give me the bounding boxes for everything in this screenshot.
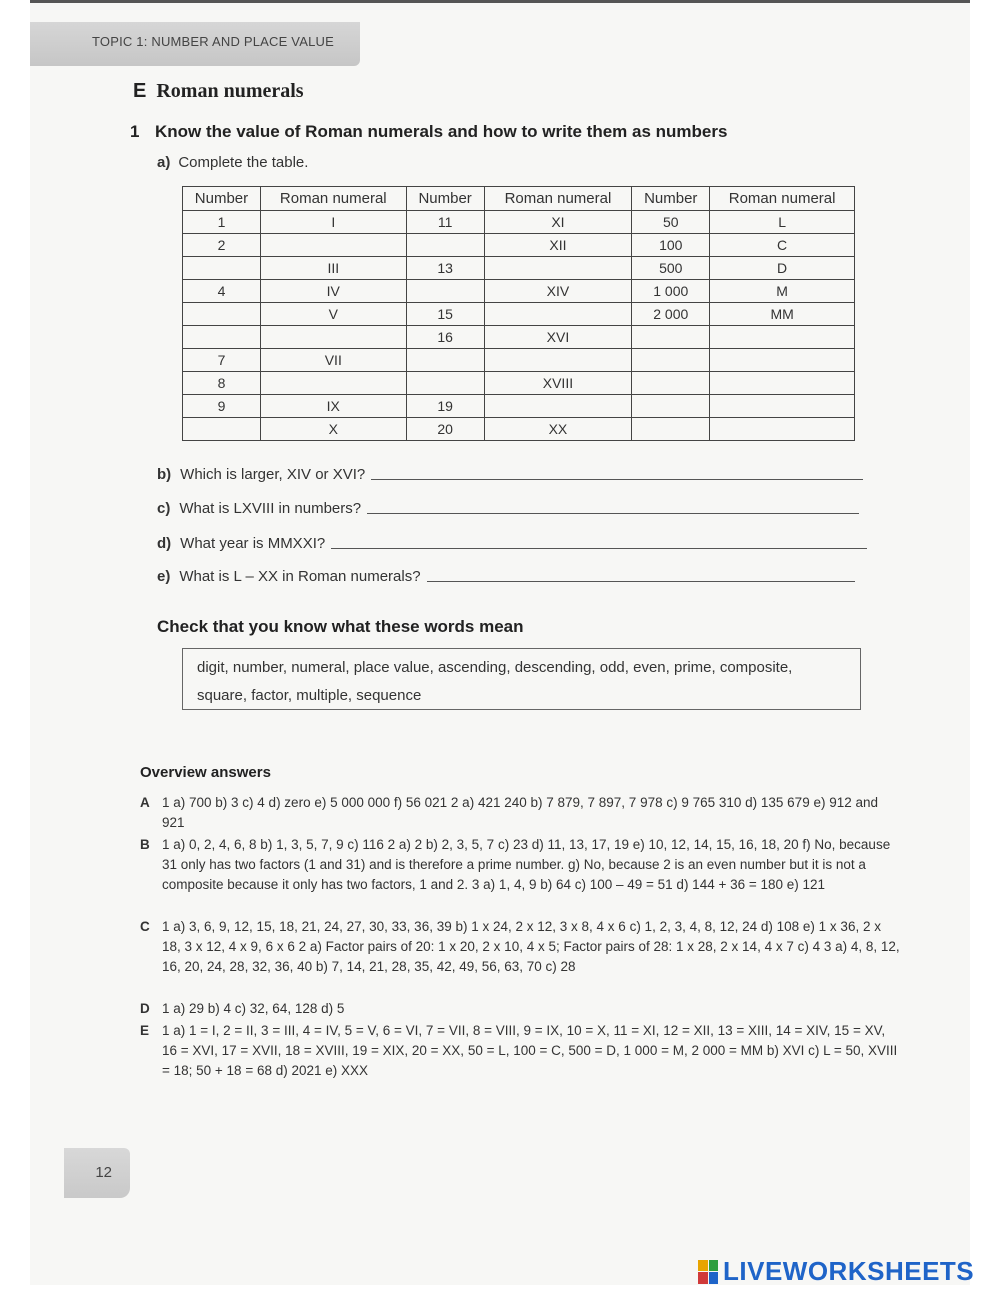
question-d-label: d) [157,535,172,552]
vocab-title: Check that you know what these words mean [157,617,524,636]
roman-numeral-cell[interactable] [710,349,855,372]
number-cell: 11 [406,211,484,234]
answers-d-tag: D [140,1001,150,1016]
part-a-instruction [157,154,308,171]
roman-numeral-cell[interactable] [710,418,855,441]
answers-a-text: 1 a) 700 b) 3 c) 4 d) zero e) 5 000 000 f) 56 021 2 a) 421 240 b) 7 879, 7 897, 7 978 c) 9 765 310 d) 135 679 e) 912 and 921 [162,795,879,830]
answers-a-tag: A [140,795,150,810]
roman-numeral-cell: D [710,257,855,280]
roman-numeral-cell: X [260,418,406,441]
liveworksheets-wordmark: LIVEWORKSHEETS [723,1256,975,1286]
number-cell: 1 [183,211,261,234]
logo-square [698,1272,708,1284]
roman-numeral-cell: XVI [484,326,632,349]
answer-d-line[interactable] [331,547,867,549]
number-cell: 50 [632,211,710,234]
page-number: 12 [64,1148,130,1198]
table-row [183,372,855,395]
question-1-heading [130,122,727,142]
answers-c [140,917,900,977]
answer-b-line[interactable] [371,478,863,480]
section-heading [133,80,304,103]
number-cell: 7 [183,349,261,372]
answers-e-text: 1 a) 1 = I, 2 = II, 3 = III, 4 = IV, 5 = V, 6 = VI, 7 = VII, 8 = VIII, 9 = IX, 10 = X, 11 = XI, 12 = XII, 13 = XIII, 14 = XIV, 15 = XV, 16 = XVI, 17 = XVII, 18 = XVIII, 19 = XIX, 20 = XX, 50 = L, 100 = C, 500 = D, 1 000 = M, 2 000 = MM b) XVI c) L = 50, XVIII = 18; 50 + 18 = 68 d) 2021 e) XXX [162,1023,898,1078]
number-cell[interactable] [406,280,484,303]
question-e-label: e) [157,568,171,585]
roman-numeral-cell: XVIII [484,372,632,395]
roman-numeral-cell: XII [484,234,632,257]
roman-numeral-cell: VII [260,349,406,372]
question-d [157,535,867,552]
vocab-box [182,648,861,710]
number-cell: 1 000 [632,280,710,303]
question-c [157,500,859,517]
roman-numeral-cell[interactable] [710,395,855,418]
question-d-text: What year is MMXXI? [180,535,326,552]
roman-numeral-cell: IV [260,280,406,303]
answers-c-tag: C [140,919,150,934]
question-number: 1 [130,122,140,141]
question-c-label: c) [157,500,171,517]
number-cell: 4 [183,280,261,303]
roman-numeral-cell[interactable] [710,326,855,349]
number-cell[interactable] [183,418,261,441]
roman-numeral-cell[interactable] [260,372,406,395]
table-row [183,234,855,257]
answers-title: Overview answers [140,764,271,781]
roman-numeral-cell: XX [484,418,632,441]
answers-b-tag: B [140,837,150,852]
liveworksheets-brand[interactable] [698,1256,974,1287]
roman-numeral-cell: III [260,257,406,280]
answers-e [140,1021,900,1081]
number-cell: 16 [406,326,484,349]
number-cell: 500 [632,257,710,280]
logo-square [709,1272,719,1284]
logo-square [698,1260,708,1272]
logo-square [709,1260,719,1272]
table-header-row [183,187,855,211]
number-cell: 19 [406,395,484,418]
roman-numeral-cell: I [260,211,406,234]
roman-numeral-cell: C [710,234,855,257]
answer-c-line[interactable] [367,512,859,514]
number-cell: 15 [406,303,484,326]
header-roman-numeral: Roman numeral [710,187,855,211]
number-cell: 8 [183,372,261,395]
part-a-text: Complete the table. [178,154,309,171]
roman-numeral-cell[interactable] [710,372,855,395]
table-row [183,257,855,280]
number-cell: 9 [183,395,261,418]
question-b-text: Which is larger, XIV or XVI? [180,466,366,483]
roman-numeral-cell[interactable] [260,326,406,349]
question-c-text: What is LXVIII in numbers? [179,500,362,517]
number-cell: 2 000 [632,303,710,326]
number-cell[interactable] [632,418,710,441]
number-cell[interactable] [632,395,710,418]
number-cell[interactable] [183,303,261,326]
header-roman-numeral: Roman numeral [484,187,632,211]
number-cell: 100 [632,234,710,257]
question-b [157,466,863,483]
number-cell[interactable] [183,257,261,280]
table-row [183,303,855,326]
answer-e-line[interactable] [427,580,855,582]
header-roman-numeral: Roman numeral [260,187,406,211]
vocab-line-2: square, factor, multiple, sequence [197,687,422,704]
roman-numeral-cell: M [710,280,855,303]
roman-numeral-cell[interactable] [260,234,406,257]
roman-numeral-cell: IX [260,395,406,418]
section-title: Roman numerals [156,80,304,102]
number-cell: 2 [183,234,261,257]
number-cell[interactable] [632,349,710,372]
roman-numeral-table [182,186,855,441]
roman-numeral-cell[interactable] [484,303,632,326]
table-row [183,418,855,441]
answers-d [140,999,900,1019]
part-a-label: a) [157,154,171,171]
question-title: Know the value of Roman numerals and how to write them as numbers [155,122,728,141]
table-row [183,326,855,349]
number-cell[interactable] [632,326,710,349]
number-cell[interactable] [406,349,484,372]
vocab-line-1: digit, number, numeral, place value, ascending, descending, odd, even, prime, composite, [197,659,793,676]
header-number: Number [632,187,710,211]
roman-numeral-cell: XIV [484,280,632,303]
roman-numeral-cell[interactable] [484,257,632,280]
header-number: Number [183,187,261,211]
question-b-label: b) [157,466,172,483]
liveworksheets-logo-icon [698,1260,718,1284]
number-cell[interactable] [632,372,710,395]
answers-c-text: 1 a) 3, 6, 9, 12, 15, 18, 21, 24, 27, 30, 33, 36, 39 b) 1 x 24, 2 x 12, 3 x 8, 4 x 6 c) 1, 2, 3, 4, 8, 12, 24 d) 108 e) 1 x 36, 2 x 18, 3 x 12, 4 x 9, 6 x 6 2 a) Factor pairs of 20: 1 x 20, 2 x 10, 4 x 5; Factor pairs of 28: 1 x 28, 2 x 14, 4 x 7 c) 4 3 a) 4, 8, 12, 16, 20, 24, 28, 32, 36, 40 b) 7, 14, 21, 28, 35, 42, 49, 56, 63, 70 c) 28 [162,919,900,974]
header-number: Number [406,187,484,211]
roman-numeral-cell[interactable] [484,349,632,372]
table-row [183,349,855,372]
answers-b [140,835,900,895]
topic-header: TOPIC 1: NUMBER AND PLACE VALUE [30,22,360,66]
number-cell: 13 [406,257,484,280]
roman-numeral-cell: XI [484,211,632,234]
number-cell[interactable] [406,234,484,257]
table-row [183,280,855,303]
roman-numeral-cell: V [260,303,406,326]
section-letter: E [133,80,147,102]
answers-b-text: 1 a) 0, 2, 4, 6, 8 b) 1, 3, 5, 7, 9 c) 116 2 a) 2 b) 2, 3, 5, 7 c) 23 d) 11, 13, 17, 19 e) 10, 12, 14, 15, 16, 18, 20 f) No, because 31 only has two factors (1 and 31) and is therefore a prime number. g) No, because 2 is an even number but it is not a composite because it only has two factors, 1 and 2. 3 a) 1, 4, 9 b) 64 c) 100 – 49 = 51 d) 144 + 36 = 180 e) 121 [162,837,891,892]
answers-d-text: 1 a) 29 b) 4 c) 32, 64, 128 d) 5 [162,1001,345,1016]
table-row [183,211,855,234]
question-e-text: What is L – XX in Roman numerals? [179,568,421,585]
answers-a [140,793,900,833]
roman-numeral-cell: MM [710,303,855,326]
number-cell[interactable] [183,326,261,349]
number-cell: 20 [406,418,484,441]
number-cell[interactable] [406,372,484,395]
roman-numeral-cell: L [710,211,855,234]
answers-e-tag: E [140,1023,150,1038]
table-row [183,395,855,418]
roman-numeral-cell[interactable] [484,395,632,418]
question-e [157,568,855,585]
